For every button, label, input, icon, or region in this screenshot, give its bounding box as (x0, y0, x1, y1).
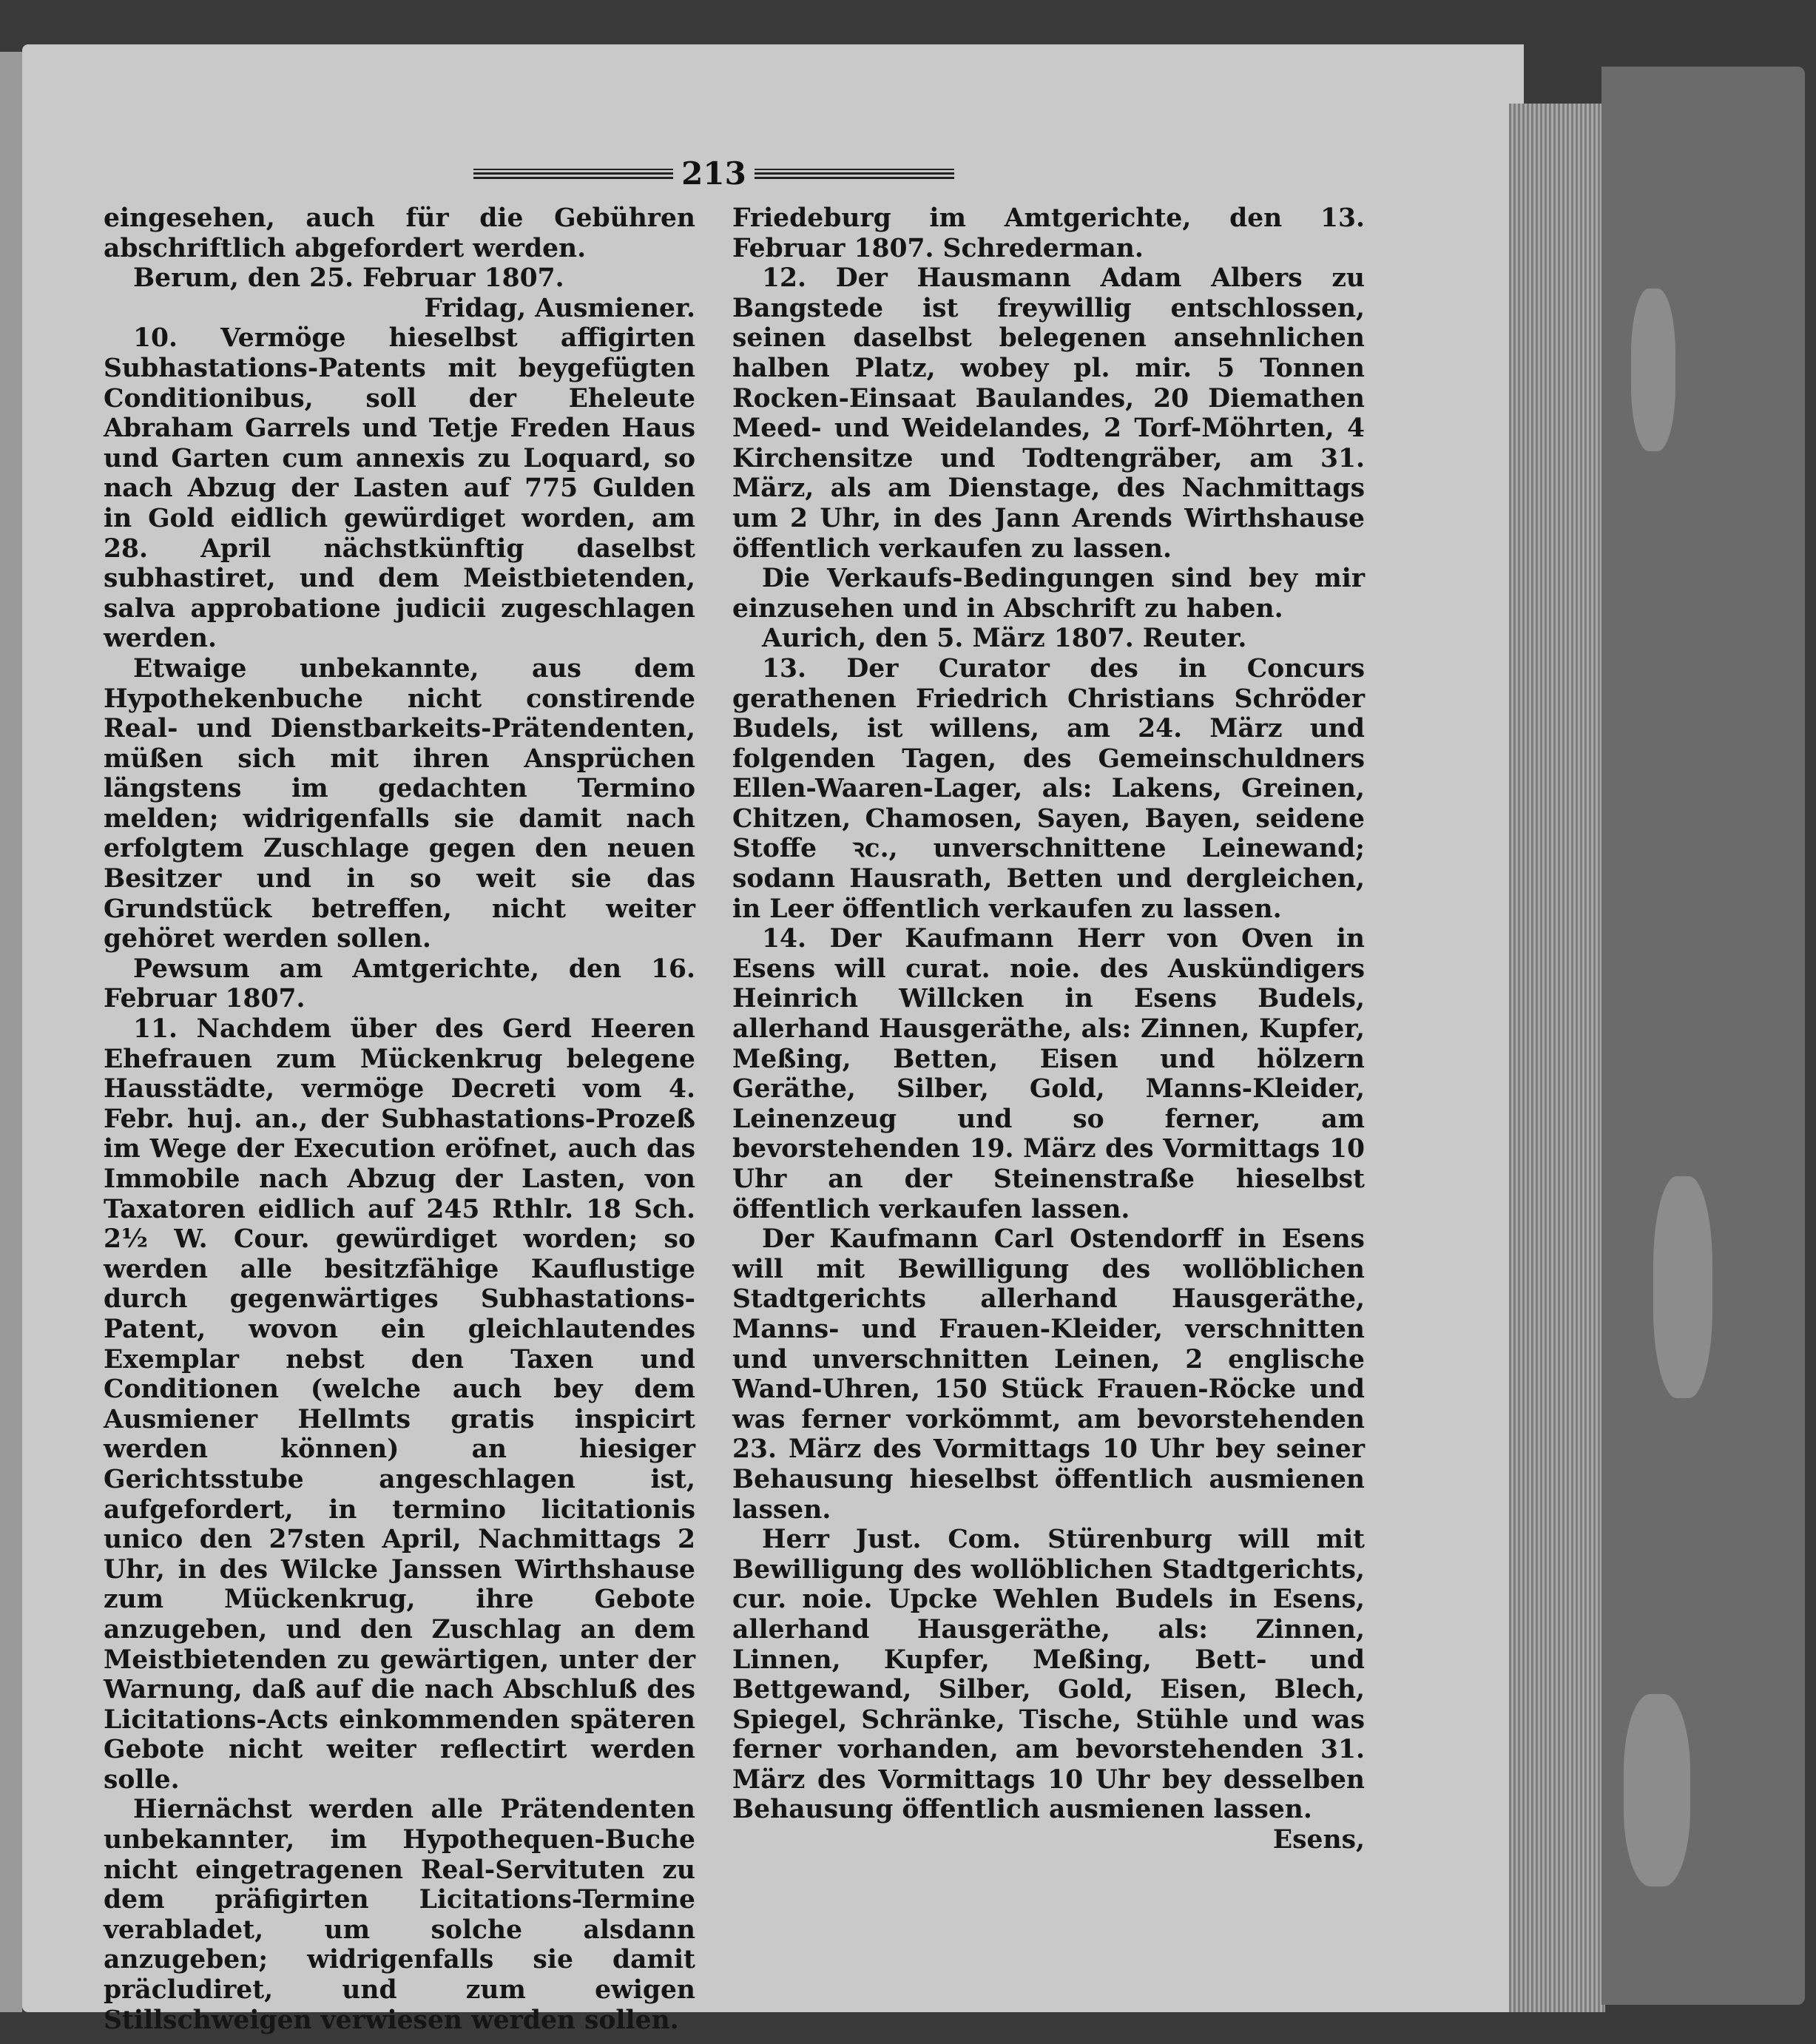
paragraph: Fridag, Ausmiener. (424, 293, 695, 323)
paragraph: Esens, (1272, 1825, 1365, 1855)
cover-wear (1631, 289, 1675, 451)
paragraph: Pewsum am Amtgerichte, den 16. Februar 1807. (104, 954, 695, 1014)
book-cover (1601, 67, 1805, 2005)
paragraph: 10. Vermöge hieselbst affigirten Subhastations-Patents mit beygefügten Conditionibus, soll der Eheleute Abraham Garrels und Tetje Freden Haus und Garten cum annexis zu Loquard, so nach Abzug der Lasten auf 775 Gulden in Gold eidlich gewürdiget worden, am 28. April nächstkünftig daselbst subhastiret, und dem Meistbietenden, salva approbatione judicii zugeschlagen werden. (104, 323, 695, 654)
adjacent-page-edge (0, 52, 22, 2012)
paragraph: Aurich, den 5. März 1807. Reuter. (762, 624, 1247, 654)
paragraph: Friedeburg im Amtgerichte, den 13. Februar 1807. Schrederman. (732, 203, 1365, 263)
paragraph: Etwaige unbekannte, aus dem Hypothekenbuche nicht constirende Real- und Dienstbarkeits-Prätendenten, müßen sich mit ihren Ansprüchen längstens im gedachten Termino melden; widrigenfalls sie damit nach erfolgtem Zuschlage gegen den neuen Besitzer und in so weit sie das Grundstück betreffen, nicht weiter gehöret werden sollen. (104, 653, 695, 954)
page-stack-edges (1509, 104, 1605, 2012)
header-rule-right (755, 169, 954, 179)
cover-wear (1624, 1694, 1690, 1886)
paragraph: 11. Nachdem über des Gerd Heeren Ehefrauen zum Mückenkrug belegene Hausstädte, vermöge Decreti vom 4. Febr. huj. an., der Subhastations-Prozeß im Wege der Execution eröfnet, auch das Immobile nach Abzug der Lasten, von Taxatoren eidlich auf 245 Rthlr. 18 Sch. 2½ W. Cour. gewürdiget worden; so werden alle besitzfähige Kauflustige durch gegenwärtiges Subhastations-Patent, wovon ein gleichlautendes Exemplar nebst den Taxen und Conditionen (welche auch bey dem Ausmiener Hellmts gratis inspicirt werden können) an hiesiger Gerichtsstube angeschlagen ist, aufgefordert, in termino licitationis unico den 27sten April, Nachmittags 2 Uhr, in des Wilcke Janssen Wirthshause zum Mückenkrug, ihre Gebote anzugeben, und den Zuschlag an dem Meistbietenden zu gewärtigen, unter der Warnung, daß auf die nach Abschluß des Licitations-Acts einkommenden späteren Gebote nicht weiter reflectirt werden solle. (104, 1014, 695, 1795)
right-text-column (732, 203, 1365, 1855)
paragraph: Der Kaufmann Carl Ostendorff in Esens will mit Bewilligung des wollöblichen Stadtgerichts allerhand Hausgeräthe, Manns- und Frauen-Kleider, verschnitten und unverschnitten Leinen, 2 englische Wand-Uhren, 150 Stück Frauen-Röcke und was ferner vorkömmt, am bevorstehenden 23. März des Vormittags 10 Uhr bey seiner Behausung hieselbst öffentlich ausmienen lassen. (732, 1224, 1365, 1525)
paragraph: 13. Der Curator des in Concurs gerathenen Friedrich Christians Schröder Budels, ist willens, am 24. März und folgenden Tagen, des Gemeinschuldners Ellen-Waaren-Lager, als: Lakens, Greinen, Chitzen, Chamosen, Sayen, Bayen, seidene Stoffe ꝛc., unverschnittene Leinewand; sodann Hausrath, Betten und dergleichen, in Leer öffentlich verkaufen zu lassen. (732, 653, 1365, 924)
page-header (473, 155, 954, 192)
paragraph: 14. Der Kaufmann Herr von Oven in Esens will curat. noie. des Auskündigers Heinrich Willcken in Esens Budels, allerhand Hausgeräthe, als: Zinnen, Kupfer, Meßing, Betten, Eisen und hölzern Geräthe, Silber, Gold, Manns-Kleider, Leinenzeug und so ferner, am bevorstehenden 19. März des Vormittags 10 Uhr an der Steinenstraße hieselbst öffentlich verkaufen lassen. (732, 924, 1365, 1224)
paragraph: 12. Der Hausmann Adam Albers zu Bangstede ist freywillig entschlossen, seinen daselbst belegenen ansehnlichen halben Platz, wobey pl. mir. 5 Tonnen Rocken-Einsaat Baulandes, 20 Diemathen Meed- und Weidelandes, 2 Torf-Möhrten, 4 Kirchensitze und Todtengräber, am 31. März, als am Dienstage, des Nachmittags um 2 Uhr, in des Jann Arends Wirthshause öffentlich verkaufen zu lassen. (732, 263, 1365, 564)
paragraph: Berum, den 25. Februar 1807. (133, 263, 564, 294)
cover-wear (1653, 1176, 1712, 1398)
left-text-column (104, 203, 695, 2035)
paragraph: Die Verkaufs-Bedingungen sind bey mir einzusehen und in Abschrift zu haben. (732, 564, 1365, 624)
paragraph: Herr Just. Com. Stürenburg will mit Bewilligung des wollöblichen Stadtgerichts, cur. noie. Upcke Wehlen Budels in Esens, allerhand Hausgeräthe, als: Zinnen, Linnen, Kupfer, Meßing, Bett- und Bettgewand, Silber, Gold, Eisen, Blech, Spiegel, Schränke, Tische, Stühle und was ferner vorhanden, am bevorstehenden 31. März des Vormittags 10 Uhr bey desselben Behausung öffentlich ausmienen lassen. (732, 1525, 1365, 1825)
paragraph: eingesehen, auch für die Gebühren abschriftlich abgefordert werden. (104, 203, 695, 263)
paragraph: Hiernächst werden alle Prätendenten unbekannter, im Hypothequen-Buche nicht eingetragenen Real-Servituten zu dem präfigirten Licitations-Termine verabladet, um solche alsdann anzugeben; widrigenfalls sie damit präcludiret, und zum ewigen Stillschweigen verwiesen werden sollen. (104, 1795, 695, 2035)
page-number: 213 (681, 155, 746, 192)
